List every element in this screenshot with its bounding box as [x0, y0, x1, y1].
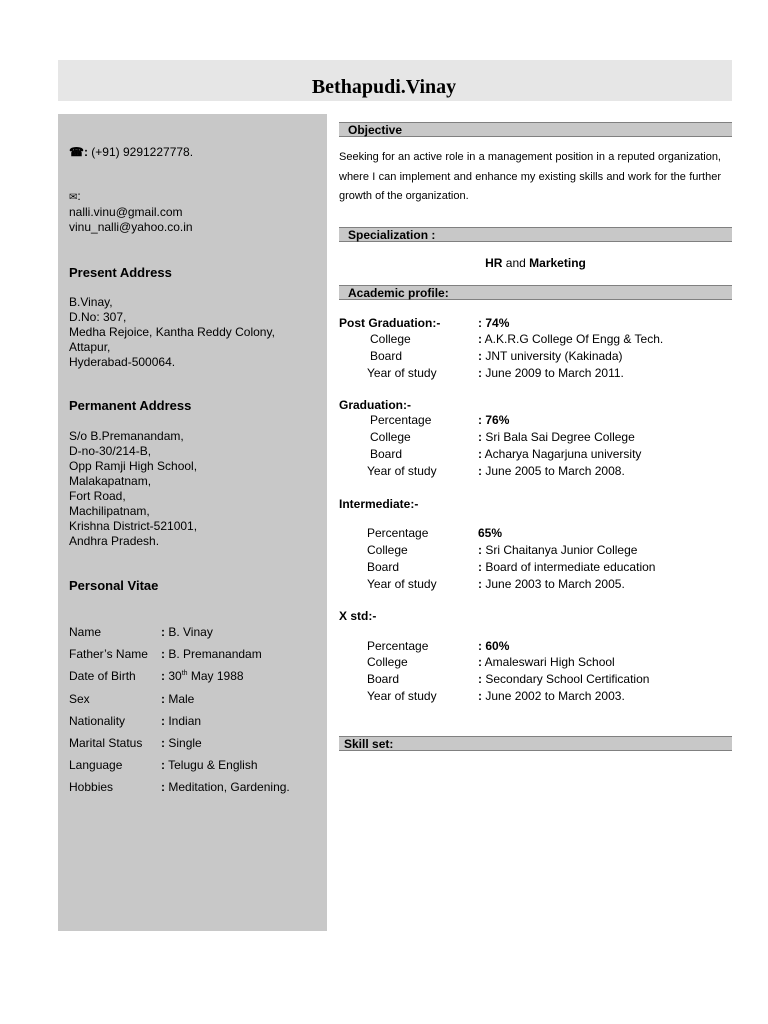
- academic-row: Year of study : June 2009 to March 2011.: [367, 366, 624, 380]
- academic-row: College : Sri Bala Sai Degree College: [370, 430, 635, 444]
- email-secondary[interactable]: vinu_nalli@yahoo.co.in: [69, 220, 193, 234]
- candidate-name: Bethapudi.Vinay: [311, 76, 457, 98]
- vitae-value: B. Premanandam: [168, 647, 262, 661]
- academic-row: Board : Board of intermediate education: [367, 560, 656, 574]
- address-line: Krishna District-521001,: [69, 519, 198, 533]
- address-line: D-no-30/214-B,: [69, 444, 152, 458]
- vitae-label: Hobbies: [69, 780, 114, 794]
- vitae-value: Telugu & English: [168, 758, 258, 772]
- academic-row: Year of study : June 2002 to March 2003.: [367, 689, 625, 703]
- academic-row: Board : Secondary School Certification: [367, 672, 650, 686]
- skill-set-header: Skill set:: [339, 736, 732, 751]
- pg-row: Post Graduation:- : 74%: [339, 316, 510, 330]
- intermediate-title: Intermediate:-: [339, 497, 419, 511]
- academic-row: Percentage : 76%: [370, 413, 510, 427]
- vitae-label: Sex: [69, 692, 90, 706]
- academic-row: College : Amaleswari High School: [367, 655, 615, 669]
- vitae-value: 30th May 1988: [168, 669, 244, 683]
- personal-vitae-heading: Personal Vitae: [69, 578, 159, 593]
- vitae-value: Male: [168, 692, 195, 706]
- email-primary[interactable]: nalli.vinu@gmail.com: [69, 205, 183, 219]
- vitae-value: B. Vinay: [168, 625, 213, 639]
- academic-row: Year of study : June 2003 to March 2005.: [367, 577, 625, 591]
- address-line: Medha Rejoice, Kantha Reddy Colony,: [69, 325, 275, 339]
- vitae-label: Date of Birth: [69, 669, 136, 683]
- address-line: Machilipatnam,: [69, 504, 150, 518]
- objective-header: Objective: [339, 122, 732, 137]
- academic-row: College : A.K.R.G College Of Engg & Tech.: [370, 332, 664, 346]
- pg-title: Post Graduation:-: [339, 316, 441, 330]
- address-line: B.Vinay,: [69, 295, 113, 309]
- academic-row: Percentage 65%: [367, 526, 503, 540]
- specialization-header: Specialization :: [339, 227, 732, 242]
- xstd-title: X std:-: [339, 609, 377, 623]
- address-line: S/o B.Premanandam,: [69, 429, 184, 443]
- permanent-address-heading: Permanent Address: [69, 398, 192, 413]
- graduation-title: Graduation:-: [339, 398, 411, 412]
- academic-row: College : Sri Chaitanya Junior College: [367, 543, 638, 557]
- phone-line: ☎: (+91) 9291227778.: [69, 145, 194, 159]
- vitae-label: Language: [69, 758, 123, 772]
- present-address-heading: Present Address: [69, 265, 172, 280]
- vitae-value: Single: [168, 736, 202, 750]
- address-line: Hyderabad-500064.: [69, 355, 176, 369]
- present-address: [69, 295, 275, 370]
- permanent-address: [69, 429, 197, 549]
- objective-text: Seeking for an active role in a management position in a reputed organization, where I can implement and enhance my existing skills and work for the further growth of the organization.: [339, 151, 721, 202]
- vitae-value: Meditation, Gardening.: [168, 780, 290, 794]
- envelope-icon: ✉: [69, 192, 78, 203]
- vitae-label: Father’s Name: [69, 647, 148, 661]
- vitae-value: Indian: [168, 714, 202, 728]
- vitae-label: Marital Status: [69, 736, 143, 750]
- address-line: Fort Road,: [69, 489, 126, 503]
- academic-row: Board : JNT university (Kakinada): [370, 349, 623, 363]
- specialization-value: HR and Marketing: [485, 256, 586, 270]
- address-line: D.No: 307,: [69, 310, 127, 324]
- academic-row: Board : Acharya Nagarjuna university: [370, 447, 642, 461]
- academic-header: Academic profile:: [339, 285, 732, 300]
- address-line: Attapur,: [69, 340, 111, 354]
- academic-row: Percentage : 60%: [367, 639, 510, 653]
- pg-score: 74%: [485, 316, 510, 330]
- telephone-icon: ☎: [69, 145, 84, 159]
- academic-row: Year of study : June 2005 to March 2008.: [367, 464, 625, 478]
- vitae-label: Nationality: [69, 714, 126, 728]
- phone-number: (+91) 9291227778.: [91, 145, 194, 159]
- address-line: Opp Ramji High School,: [69, 459, 198, 473]
- address-line: Malakapatnam,: [69, 474, 152, 488]
- email-block: ✉: nalli.vinu@gmail.com vinu_nalli@yahoo.co.in: [69, 189, 193, 234]
- vitae-label: Name: [69, 625, 102, 639]
- address-line: Andhra Pradesh.: [69, 534, 160, 548]
